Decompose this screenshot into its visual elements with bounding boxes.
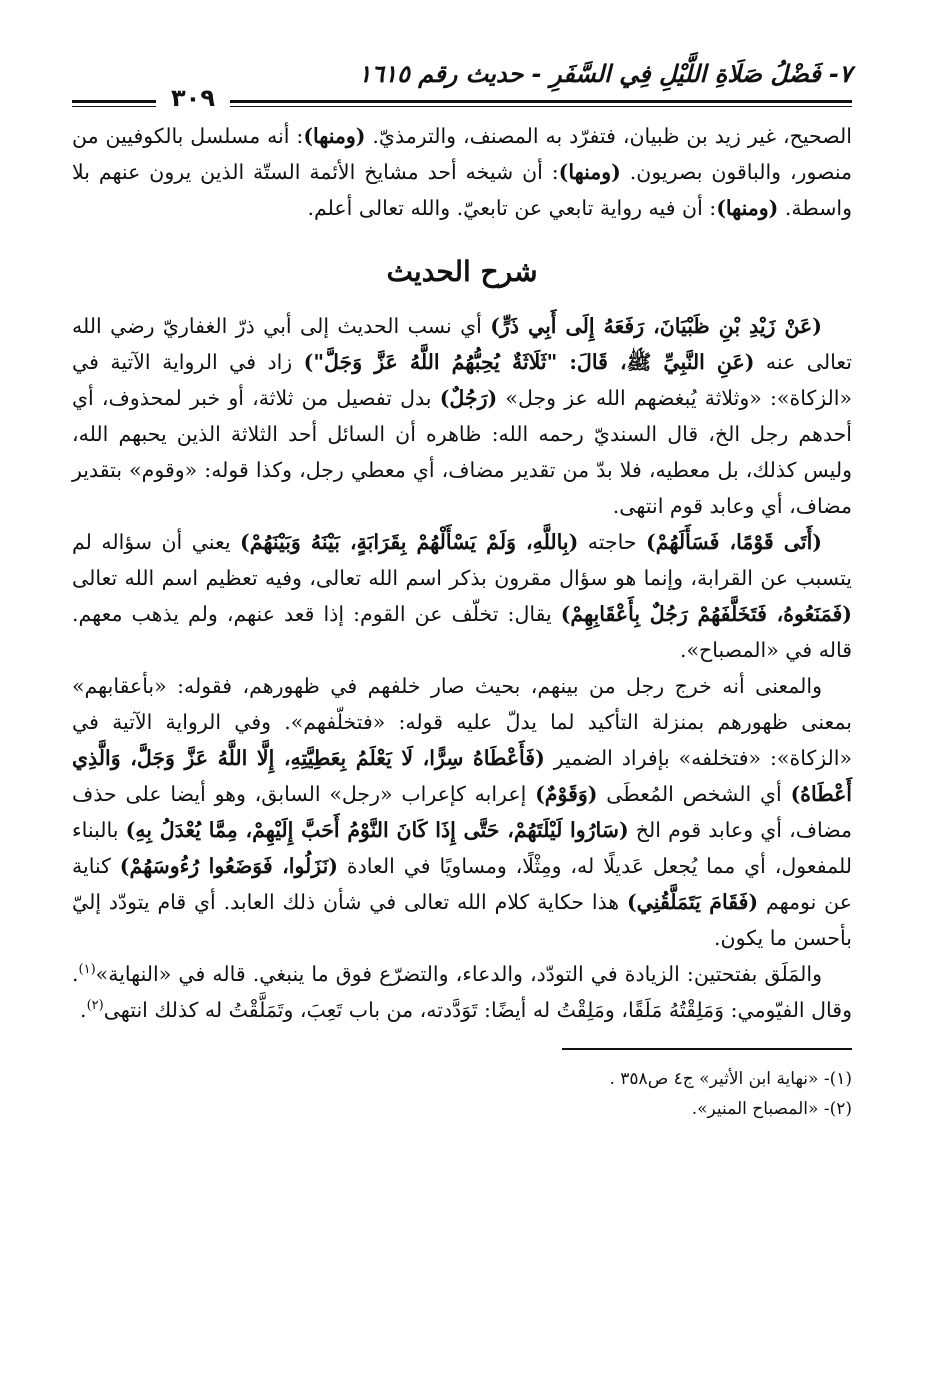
- commentary-paragraph: [72, 524, 852, 668]
- footnote-entry: (٢)- «المصباح المنير».: [691, 1099, 852, 1119]
- commentary-text: أي نسب الحديث إلى أبي ذرّ الغفاريّ رضي الله تعالى عنه: [72, 314, 852, 374]
- hadith-quote: (عَنْ زَيْدِ بْنِ ظَبْيَانَ، رَفَعَهُ إِلَى أَبِي ذَرٍّ): [490, 314, 822, 338]
- header-rule-right-lower: [230, 106, 852, 107]
- commentary-text: أي الشخص المُعطَى: [597, 782, 791, 806]
- commentary-text: والمعنى أنه خرج رجل من بينهم، بحيث صار خلفهم في ظهورهم، فقوله: «بأعقابهم» بمعنى ظهورهم بمنزلة التأكيد لما يدلّ عليه قوله: «فتخلّفهم». وفي الرواية الآتية في «الزكاة»: «فتخلفه» بإفراد الضمير: [72, 674, 852, 770]
- footnote-marker: (٢): [86, 998, 104, 1014]
- commentary-text: . وقال الفيّومي: وَمَلِقْتُهُ مَلَقًا، ومَلِقْتُ له أيضًا: تَوَدَّدته، من باب تَعِبَ، وتَمَلَّقْتُ له كذلك انتهى: [72, 962, 852, 1022]
- footnote-entry: (١)- «نهاية ابن الأثير» ج٤ ص٣٥٨ .: [609, 1069, 852, 1089]
- document-page: [72, 58, 852, 1124]
- hadith-quote: (أَتَى قَوْمًا، فَسَأَلَهُمْ): [646, 530, 822, 554]
- page-number: ٣٠٩: [160, 84, 226, 112]
- hadith-quote: (ومنها): [716, 196, 779, 220]
- commentary-text: حاجته: [578, 530, 647, 554]
- hadith-quote: (فَقَامَ يَتَمَلَّقُنِي): [626, 890, 759, 914]
- footnote-marker: (١): [78, 962, 96, 978]
- hadith-quote: (وَقَوْمٌ): [535, 782, 598, 806]
- commentary-text: : أن فيه رواية تابعي عن تابعيّ. والله تعالى أعلم.: [307, 196, 717, 220]
- commentary-text: كناية عن نومهم: [72, 854, 852, 914]
- commentary-text: يعني أن سؤاله لم يتسبب عن القرابة، وإنما هو سؤال مقرون بذكر اسم الله تعالى، وفيه تعظيم اسم الله تعالى: [72, 530, 852, 590]
- commentary-text: زاد في الرواية الآتية في «الزكاة»: «وثلاثة يُبغضهم الله عز وجل»: [72, 350, 852, 410]
- hadith-quote: (نَزَلُوا، فَوَضَعُوا رُءُوسَهُمْ): [119, 854, 339, 878]
- footnote-separator: [562, 1048, 852, 1050]
- commentary-text: : أن شيخه أحد مشايخ الأئمة الستّة الذين يرون عنهم بلا واسطة.: [72, 160, 852, 220]
- hadith-quote: (فَأَعْطَاهُ سِرًّا، لَا يَعْلَمُ بِعَطِيَّتِهِ، إِلَّا اللَّهُ عَزَّ وَجَلَّ، وَالَّذِي أَعْطَاهُ): [72, 746, 852, 806]
- hadith-quote: (سَارُوا لَيْلَتَهُمْ، حَتَّى إِذَا كَانَ النَّوْمُ أَحَبَّ إِلَيْهِمْ، مِمَّا يُعْدَلُ بِهِ): [125, 818, 629, 842]
- hadith-quote: (ومنها): [558, 160, 621, 184]
- commentary-paragraphs: [72, 308, 852, 1028]
- page-header: [72, 58, 852, 118]
- footnotes: [72, 1064, 852, 1124]
- section-heading: شرح الحديث: [386, 255, 538, 288]
- header-rule-left: [72, 100, 156, 103]
- header-rule-right: [230, 100, 852, 103]
- commentary-text: بدل تفصيل من ثلاثة، أو خبر لمحذوف، أي أحدهم رجل الخ، قال السنديّ رحمه الله: ظاهره أن السائل أحد الثلاثة الذين يحبهم الله، وليس كذلك، بل معطيه، فلا بدّ من تقدير مضاف، أي معطي رجل، وكذا قوله: «وقوم» بتقدير مضاف، أي وعابد قوم انتهى.: [72, 386, 852, 518]
- commentary-paragraph: [72, 668, 852, 956]
- commentary-text: الصحيح، غير زيد بن ظبيان، فتفرّد به المصنف، والترمذيّ.: [365, 124, 852, 148]
- commentary-text: والمَلَق بفتحتين: الزيادة في التودّد، والدعاء، والتضرّع فوق ما ينبغي. قاله في «النهاية»: [95, 962, 822, 986]
- commentary-text: : أنه مسلسل بالكوفيين من منصور، والباقون بصريون.: [72, 124, 852, 184]
- commentary-text: يقال: تخلّف عن القوم: إذا قعد عنهم، ولم يذهب معهم. قاله في «المصباح».: [72, 602, 852, 662]
- hadith-quote: (عَنِ النَّبِيِّ ﷺ، قَالَ: "ثَلَاثَةٌ يُحِبُّهُمُ اللَّهُ عَزَّ وَجَلَّ"): [303, 350, 755, 374]
- intro-paragraph: [72, 118, 852, 226]
- running-title: ٧- فَضْلُ صَلَاةِ اللَّيْلِ فِي السَّفَرِ - حديث رقم ١٦١٥: [358, 60, 852, 88]
- commentary-text: إعرابه كإعراب «رجل» السابق، وهو أيضا على حذف مضاف، أي وعابد قوم الخ: [72, 782, 852, 842]
- commentary-text: هذا حكاية كلام الله تعالى في شأن ذلك العابد. أي قام يتودّد إليّ بأحسن ما يكون.: [72, 890, 852, 950]
- commentary-paragraph: [72, 308, 852, 524]
- body-text: [72, 118, 852, 1028]
- hadith-quote: (ومنها): [303, 124, 366, 148]
- commentary-paragraph: [72, 956, 852, 1028]
- hadith-quote: (رَجُلٌ): [439, 386, 498, 410]
- hadith-quote: (فَمَنَعُوهُ، فَتَخَلَّفَهُمْ رَجُلٌ بِأَعْقَابِهِمْ): [560, 602, 852, 626]
- hadith-quote: (بِاللَّهِ، وَلَمْ يَسْأَلْهُمْ بِقَرَابَةٍ، بَيْنَهُ وَبَيْنَهُمْ): [240, 530, 579, 554]
- commentary-text: .: [80, 998, 87, 1022]
- header-rule-left-lower: [72, 106, 156, 107]
- commentary-text: بالبناء للمفعول، أي مما يُجعل عَديلًا له، ومِثْلًا، ومساويًا في العادة: [72, 818, 852, 878]
